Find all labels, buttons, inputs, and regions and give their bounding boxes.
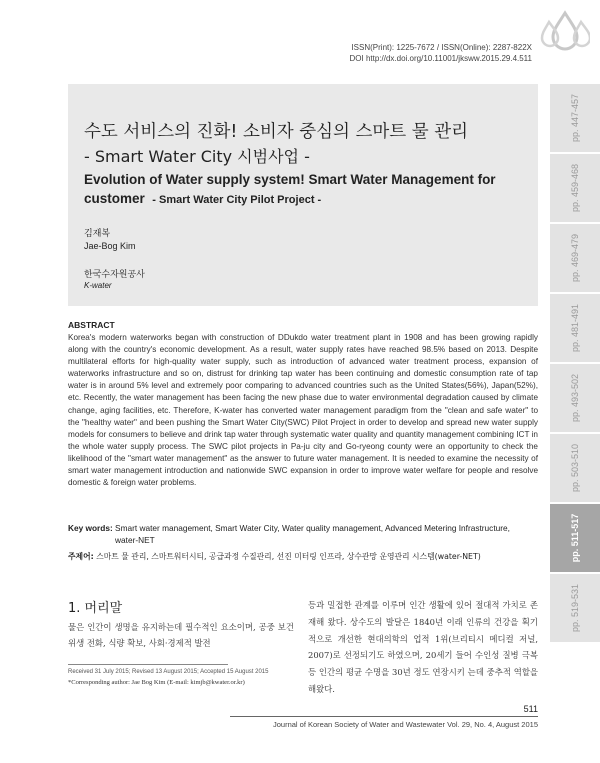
author-name-english: Jae-Bog Kim — [84, 241, 136, 251]
issn-doi-block — [350, 42, 533, 64]
page-tab-6[interactable]: pp. 503-510 — [550, 434, 600, 504]
corresponding-author: *Corresponding author: Jae Bog Kim (E-mail: kimjb@kwater.or.kr) — [68, 679, 245, 686]
received-dates: Received 31 July 2015; Revised 13 August 2015; Accepted 15 August 2015 — [68, 669, 269, 675]
journal-citation: Journal of Korean Society of Water and Wastewater Vol. 29, No. 4, August 2015 — [272, 720, 538, 729]
keywords-korean — [68, 551, 538, 562]
page-tab-5[interactable]: pp. 493-502 — [550, 364, 600, 434]
page-tab-3[interactable]: pp. 469-479 — [550, 224, 600, 294]
page-tab-1[interactable]: pp. 447-457 — [550, 84, 600, 154]
page-tab-4[interactable]: pp. 481-491 — [550, 294, 600, 364]
english-title-sub: - Smart Water City Pilot Project - — [152, 194, 322, 206]
water-drop-logo-icon — [540, 10, 590, 55]
english-title — [84, 170, 534, 210]
author-name-korean: 김재복 — [84, 229, 111, 239]
page-range-tabs — [550, 84, 600, 644]
page-tab-current[interactable]: pp. 511-517 — [550, 504, 600, 574]
page-tab-8[interactable]: pp. 519-531 — [550, 574, 600, 644]
keywords-english — [68, 522, 538, 546]
affiliation-korean: 한국수자원공사 — [84, 270, 145, 280]
section-heading: 1. 머리말 — [68, 601, 123, 616]
keywords-ko-value: 스마트 물 관리, 스마트워터시티, 공급과정 수질관리, 선진 미터링 인프라, 상수관망 운영관리 시스템(water-NET) — [96, 552, 481, 561]
page-number: 511 — [523, 704, 538, 714]
english-title-main: Evolution of Water supply system! Smart Water Management for customer — [84, 172, 496, 206]
page-tab-2[interactable]: pp. 459-468 — [550, 154, 600, 224]
doi-link[interactable]: DOI http://dx.doi.org/10.11001/jksww.2015.29.4.511 — [349, 54, 532, 63]
korean-subtitle: - Smart Water City 시범사업 - — [84, 147, 310, 166]
affiliation-english: K-water — [84, 281, 112, 290]
keywords-ko-label: 주제어: — [68, 552, 94, 561]
abstract-text: Korea's modern waterworks began with construction of DDukdo water treatment plant in 1908 and has been growing rapidly along with the country's economic development. As a result, water supply rates have reached 98.5% based on 2013. Despite multilateral efforts for high-quality water supply, such as introduction of advanced water treatment process, expansion of waterworks infrastructure and so on, distrust for drinking tap water has been continuing and domestic consumption rate of tap water is in around 5% level and extremely poor comparing to advanced countries such as the United States(56%), Japan(52%), etc. Recently, the water management has been facing the new phase due to water environmental degradation caused by climate change, aging facilities, etc. Therefore, K-water has converted water management paradigm from the "clean and safe water" to the "healthy water" and been pushing the Smart Water City(SWC) Pilot Project in order to develop and spread new water supply models for consumers to believe and drink tap water through systematic water quality and quantity management combining ICT in the whole water supply process. The SWC pilot projects in Pa-ju city and Go-ryeong county were an opportunity to check the likelihood of the "smart water management" as the answer to future water management. It is needed to examine the necessity of smart water management introduction and nationwide SWC expansion in order to improve water welfare for people and resolve domestic & foreign water problems. — [68, 333, 538, 488]
footnote-divider — [68, 664, 228, 665]
abstract-heading: ABSTRACT — [68, 320, 115, 330]
body-text-left: 물은 인간이 생명을 유지하는데 필수적인 요소이며, 공중 보건위생 전화, 식량 확보, 사회·경제적 발전 — [68, 622, 294, 648]
issn-text: ISSN(Print): 1225-7672 / ISSN(Online): 2287-822X — [351, 43, 532, 52]
keywords-value: Smart water management, Smart Water City, Water quality management, Advanced Metering Infrastructure, water-NET — [115, 523, 510, 545]
keywords-label: Key words: — [68, 523, 113, 533]
footer-divider — [230, 716, 538, 717]
korean-title: 수도 서비스의 진화! 소비자 중심의 스마트 물 관리 — [84, 122, 469, 142]
body-text-right: 등과 밀접한 관계를 이루며 인간 생활에 있어 절대적 가치로 존재해 왔다. 상수도의 발달은 1840년 이래 인류의 건강을 획기적으로 개선한 현대의학의 업적 1위(브리티시 메디컬 저널, 2007)로 선정되기도 하였으며, 20세기 들어 수인성 질병 극복 등 인간의 평균 수명을 30년 정도 연장시키 는데 중추적 역할을 해왔다. — [308, 600, 538, 694]
title-block — [68, 84, 538, 306]
